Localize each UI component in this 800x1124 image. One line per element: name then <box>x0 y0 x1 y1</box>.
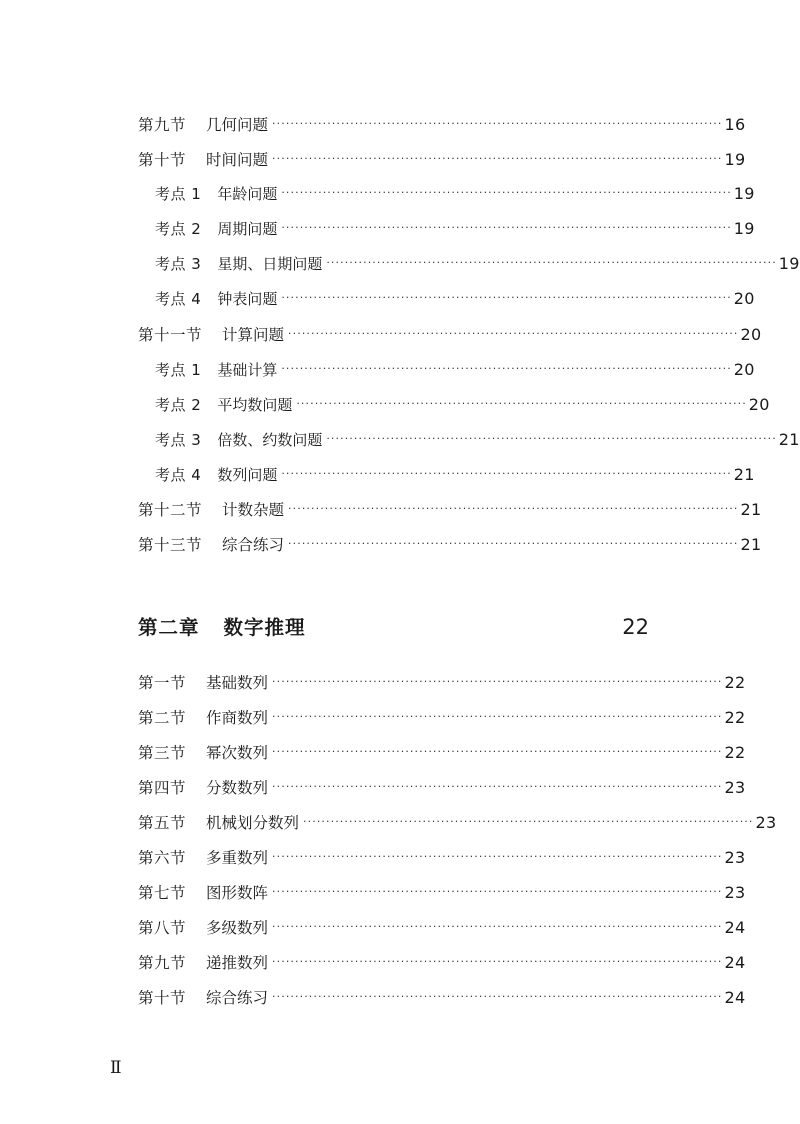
leader-dots: ·································································································· <box>272 710 723 723</box>
entry-page: 24 <box>724 953 746 972</box>
entry-page: 24 <box>724 918 746 937</box>
entry-number: 第九节 <box>138 116 187 134</box>
entry-number: 第七节 <box>138 884 187 902</box>
entry-number: 第十节 <box>138 989 187 1007</box>
toc-entry[interactable] <box>138 113 746 137</box>
entry-number: 考点 2 <box>155 396 202 414</box>
entry-title: 星期、日期问题 <box>217 255 323 273</box>
leader-dots: ·································································································· <box>272 152 723 165</box>
entry-title: 钟表问题 <box>217 290 278 308</box>
leader-dots: ·································································································· <box>281 221 732 234</box>
leader-dots: ·································································································· <box>272 885 723 898</box>
entry-page: 20 <box>733 289 755 308</box>
entry-page: 19 <box>724 150 746 169</box>
toc-entry[interactable] <box>138 846 746 870</box>
leader-dots: ·································································································· <box>272 920 723 933</box>
toc-subentry[interactable] <box>155 428 800 452</box>
leader-dots: ·································································································· <box>281 467 732 480</box>
entry-title: 基础计算 <box>217 361 278 379</box>
toc-entry[interactable] <box>138 951 746 975</box>
entry-page: 22 <box>724 708 746 727</box>
chapter-page: 22 <box>622 615 649 639</box>
entry-number: 第五节 <box>138 814 187 832</box>
toc-subentry[interactable] <box>155 217 755 241</box>
leader-dots: ·································································································· <box>281 186 732 199</box>
entry-page: 23 <box>724 848 746 867</box>
leader-dots: ·································································································· <box>281 291 732 304</box>
chapter-number: 第二章 <box>138 616 200 639</box>
toc-subentry[interactable] <box>155 287 755 311</box>
entry-title: 平均数问题 <box>217 396 293 414</box>
entry-title: 机械划分数列 <box>206 814 300 832</box>
leader-dots: ·································································································· <box>303 815 754 828</box>
leader-dots: ·································································································· <box>272 745 723 758</box>
toc-subentry[interactable] <box>155 463 755 487</box>
entry-page: 21 <box>733 465 755 484</box>
entry-number: 考点 1 <box>155 361 202 379</box>
leader-dots: ·································································································· <box>272 990 723 1003</box>
entry-title: 倍数、约数问题 <box>217 431 323 449</box>
leader-dots: ·································································································· <box>296 397 747 410</box>
entry-title: 综合练习 <box>222 536 285 554</box>
toc-entry[interactable] <box>138 533 762 557</box>
chapter-title: 数字推理 <box>223 616 306 639</box>
toc-entry[interactable] <box>138 498 762 522</box>
entry-number: 第十一节 <box>138 326 203 344</box>
leader-dots: ·································································································· <box>288 502 739 515</box>
entry-number: 第十三节 <box>138 536 203 554</box>
entry-title: 综合练习 <box>206 989 269 1007</box>
entry-title: 数列问题 <box>217 466 278 484</box>
entry-page: 20 <box>740 325 762 344</box>
entry-number: 第一节 <box>138 674 187 692</box>
entry-number: 考点 1 <box>155 185 202 203</box>
entry-number: 第八节 <box>138 919 187 937</box>
toc-entry[interactable] <box>138 671 746 695</box>
toc-entry[interactable] <box>138 148 746 172</box>
toc-entry[interactable] <box>138 776 746 800</box>
entry-number: 第三节 <box>138 744 187 762</box>
entry-title: 多重数列 <box>206 849 269 867</box>
toc-entry[interactable] <box>138 741 746 765</box>
entry-title: 周期问题 <box>217 220 278 238</box>
toc-entry[interactable] <box>138 706 746 730</box>
entry-page: 16 <box>724 115 746 134</box>
entry-title: 年龄问题 <box>217 185 278 203</box>
entry-title: 计算问题 <box>222 326 285 344</box>
entry-number: 考点 3 <box>155 255 202 273</box>
chapter-heading[interactable] <box>138 612 649 642</box>
entry-number: 第九节 <box>138 954 187 972</box>
leader-dots: ·································································································· <box>272 955 723 968</box>
entry-page: 20 <box>733 360 755 379</box>
entry-title: 幂次数列 <box>206 744 269 762</box>
toc-entry[interactable] <box>138 916 746 940</box>
entry-number: 考点 4 <box>155 290 202 308</box>
leader-dots: ·································································································· <box>326 256 777 269</box>
entry-title: 分数数列 <box>206 779 269 797</box>
toc-entry[interactable] <box>138 986 746 1010</box>
entry-number: 考点 3 <box>155 431 202 449</box>
entry-number: 第十节 <box>138 151 187 169</box>
entry-number: 第六节 <box>138 849 187 867</box>
entry-page: 23 <box>724 778 746 797</box>
entry-page: 23 <box>755 813 777 832</box>
entry-title: 图形数阵 <box>206 884 269 902</box>
leader-dots: ·································································································· <box>272 117 723 130</box>
page-folio: Ⅱ <box>110 1058 122 1078</box>
entry-title: 基础数列 <box>206 674 269 692</box>
entry-page: 22 <box>724 673 746 692</box>
toc-subentry[interactable] <box>155 358 755 382</box>
leader-dots: ·································································································· <box>326 432 777 445</box>
entry-title: 递推数列 <box>206 954 269 972</box>
entry-title: 作商数列 <box>206 709 269 727</box>
entry-title: 多级数列 <box>206 919 269 937</box>
entry-number: 第二节 <box>138 709 187 727</box>
toc-entry[interactable] <box>138 881 746 905</box>
entry-page: 21 <box>778 430 800 449</box>
entry-number: 考点 2 <box>155 220 202 238</box>
entry-title: 几何问题 <box>206 116 269 134</box>
toc-subentry[interactable] <box>155 252 800 276</box>
toc-entry[interactable] <box>138 323 762 347</box>
entry-page: 19 <box>778 254 800 273</box>
leader-dots: ·································································································· <box>281 362 732 375</box>
leader-dots: ·································································································· <box>272 850 723 863</box>
entry-page: 19 <box>733 184 755 203</box>
entry-page: 24 <box>724 988 746 1007</box>
entry-title: 计数杂题 <box>222 501 285 519</box>
toc-subentry[interactable] <box>155 182 755 206</box>
leader-dots: ·································································································· <box>272 675 723 688</box>
entry-number: 考点 4 <box>155 466 202 484</box>
leader-dots: ·································································································· <box>288 537 739 550</box>
entry-page: 20 <box>748 395 770 414</box>
entry-page: 22 <box>724 743 746 762</box>
entry-page: 21 <box>740 535 762 554</box>
leader-dots: ·································································································· <box>272 780 723 793</box>
entry-page: 21 <box>740 500 762 519</box>
entry-page: 19 <box>733 219 755 238</box>
toc-entry[interactable] <box>138 811 777 835</box>
leader-dots: ·································································································· <box>288 327 739 340</box>
entry-number: 第十二节 <box>138 501 203 519</box>
toc-subentry[interactable] <box>155 393 770 417</box>
entry-number: 第四节 <box>138 779 187 797</box>
entry-page: 23 <box>724 883 746 902</box>
entry-title: 时间问题 <box>206 151 269 169</box>
